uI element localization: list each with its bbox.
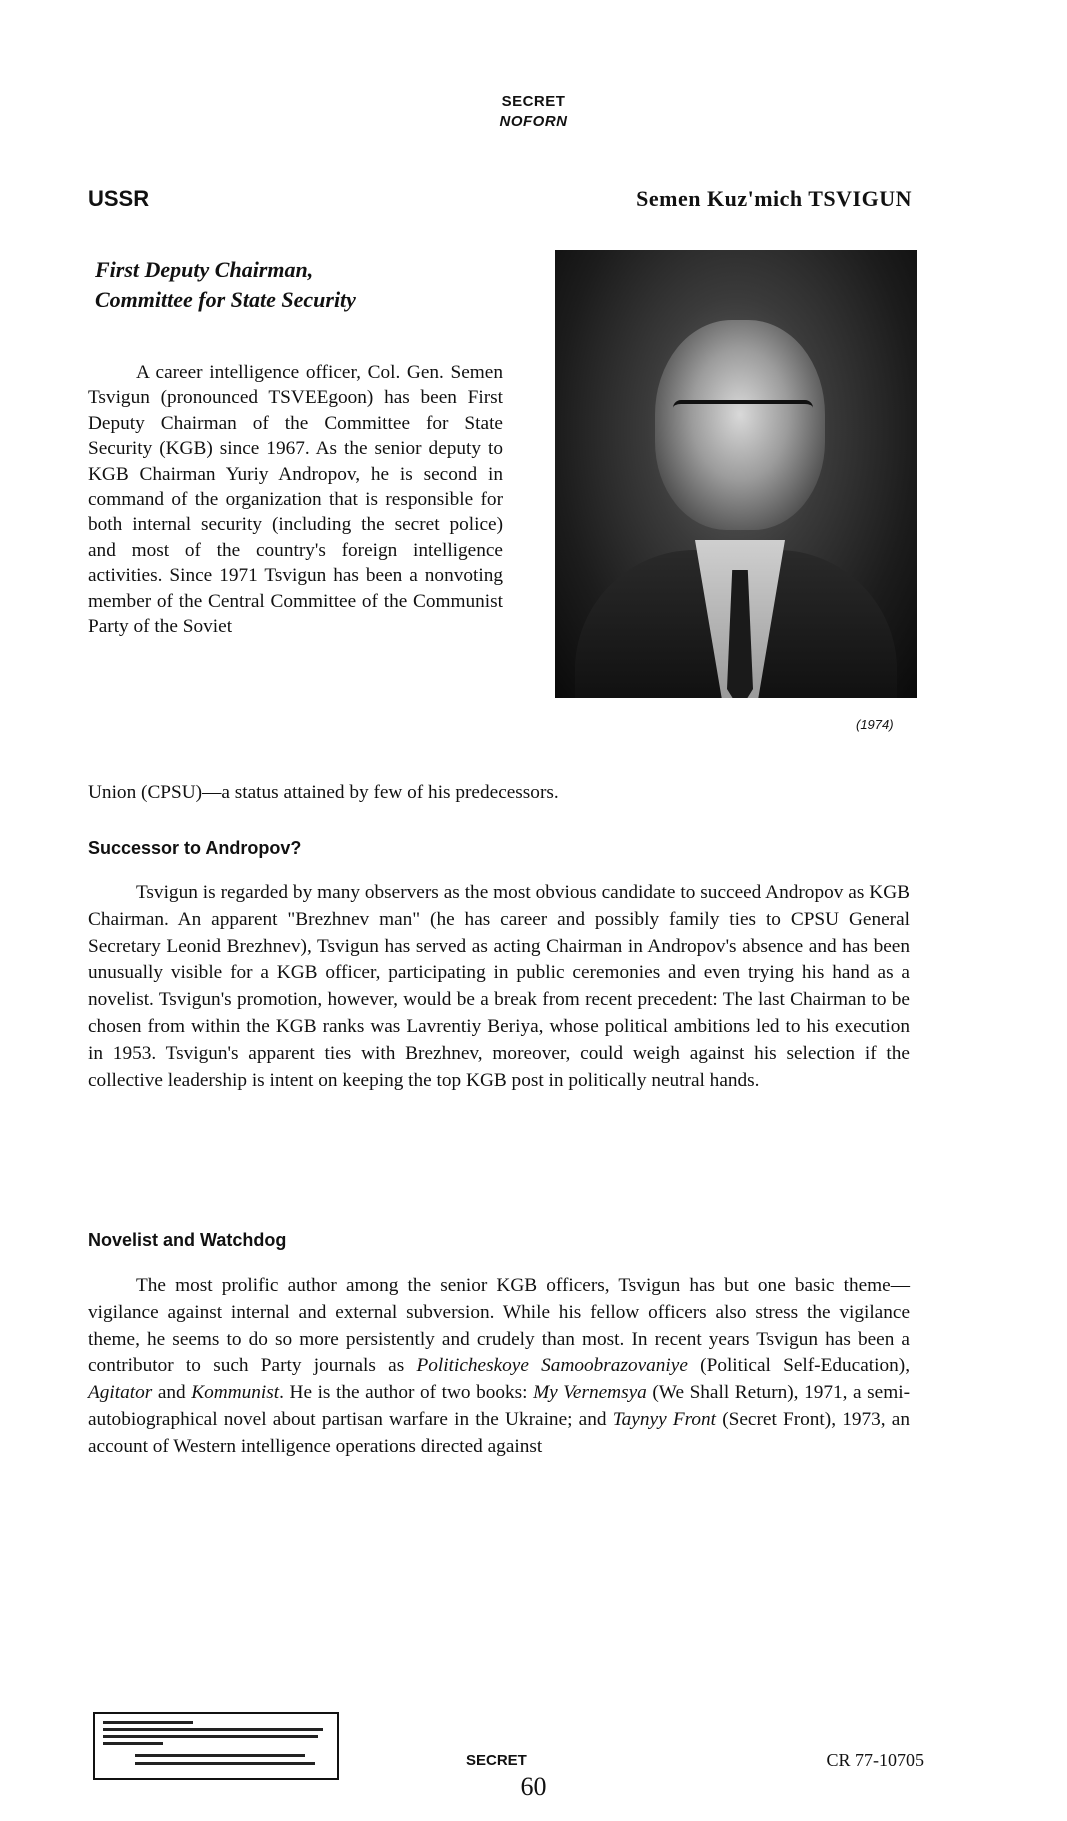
stamp-line xyxy=(135,1762,315,1765)
classification-noforn: NOFORN xyxy=(499,113,568,130)
book-title-1: My Vernemsya xyxy=(533,1382,647,1404)
stamp-line xyxy=(103,1721,193,1724)
section-successor-body: Tsvigun is regarded by many observers as the most obvious candidate to succeed Andropov as KGB Chairman. An apparent "Brezhnev man" (he has career and possibly family ties to CPSU General Secretary Leonid Brezhnev), Tsvigun has served as acting Chairman in Andropov's absence and has been unusually visible for a KGB officer, participating in public ceremonies and even trying his hand as a novelist. Tsvigun's promotion, however, would be a break from recent precedent: The last Chairman to be chosen from within the KGB ranks was Lavrentiy Beriya, whose political ambitions led to his execution in 1953. Tsvigun's apparent ties with Brezhnev, moreover, could weigh against his selection if the collective leadership is intent on keeping the top KGB post in politically neutral hands. xyxy=(88,882,910,1091)
photo-caption: (1974) xyxy=(856,717,894,732)
novelist-text-2: (Political Self-Education), xyxy=(687,1355,911,1377)
novelist-text-1: The most prolific author among the senior KGB officers, Tsvigun has but one basic theme—vigilance against internal and external subversion. While his fellow officers also stress the vigilance theme, he seems to do so more persistently and crudely than most. In recent years Tsvigun has been a contributor to such Party journals as xyxy=(88,1275,910,1377)
novelist-text-4: . He is the author of two books: xyxy=(279,1382,534,1404)
subject-position xyxy=(95,255,495,315)
stamp-line xyxy=(103,1728,323,1731)
classification-secret: SECRET xyxy=(501,93,566,110)
country-label: USSR xyxy=(88,186,150,211)
intro-paragraph-tail: Union (CPSU)—a status attained by few of his predecessors. xyxy=(88,782,559,803)
position-line-1: First Deputy Chairman, xyxy=(95,257,314,282)
novelist-text-6: (Secret Front), 1973, an account of Western intelligence operations directed against xyxy=(88,1408,910,1457)
photo-glasses xyxy=(673,400,813,430)
journal-title-1: Politicheskoye Samoobrazovaniye xyxy=(416,1355,688,1377)
page-number: 60 xyxy=(520,1772,547,1801)
section-heading-novelist: Novelist and Watchdog xyxy=(88,1230,287,1250)
document-number: CR 77-10705 xyxy=(826,1750,924,1770)
stamp-line xyxy=(135,1754,305,1757)
journal-title-3: Kommunist xyxy=(191,1382,280,1404)
stamp-line xyxy=(103,1735,318,1738)
classification-header xyxy=(0,92,1067,132)
intro-paragraph: A career intelligence officer, Col. Gen. Semen Tsvigun (pronounced TSVEEgoon) has been First Deputy Chairman of the Committee for State Security (KGB) since 1967. As the senior deputy to KGB Chairman Yuriy Andropov, he is second in command of the organization that is responsible for both internal security (including the secret police) and most of the country's foreign intelligence activities. Since 1971 Tsvigun has been a nonvoting member of the Central Committee of the Communist Party of the Soviet xyxy=(88,362,503,638)
classification-stamp-box xyxy=(93,1712,339,1780)
subject-name: Semen Kuz'mich TSVIGUN xyxy=(636,186,912,211)
journal-title-2: Agitator xyxy=(88,1382,153,1404)
section-novelist-body xyxy=(88,1273,910,1461)
book-title-2: Taynyy Front xyxy=(612,1408,717,1430)
novelist-text-3: and xyxy=(152,1382,192,1404)
footer-classification: SECRET xyxy=(466,1752,527,1769)
stamp-line xyxy=(103,1742,163,1745)
portrait-photo xyxy=(555,250,917,698)
novelist-text-5: (We Shall Return), 1971, a semi-autobiographical novel about partisan warfare in the Ukraine; and xyxy=(88,1382,910,1430)
position-line-2: Committee for State Security xyxy=(95,287,356,312)
section-heading-successor: Successor to Andropov? xyxy=(88,838,302,858)
